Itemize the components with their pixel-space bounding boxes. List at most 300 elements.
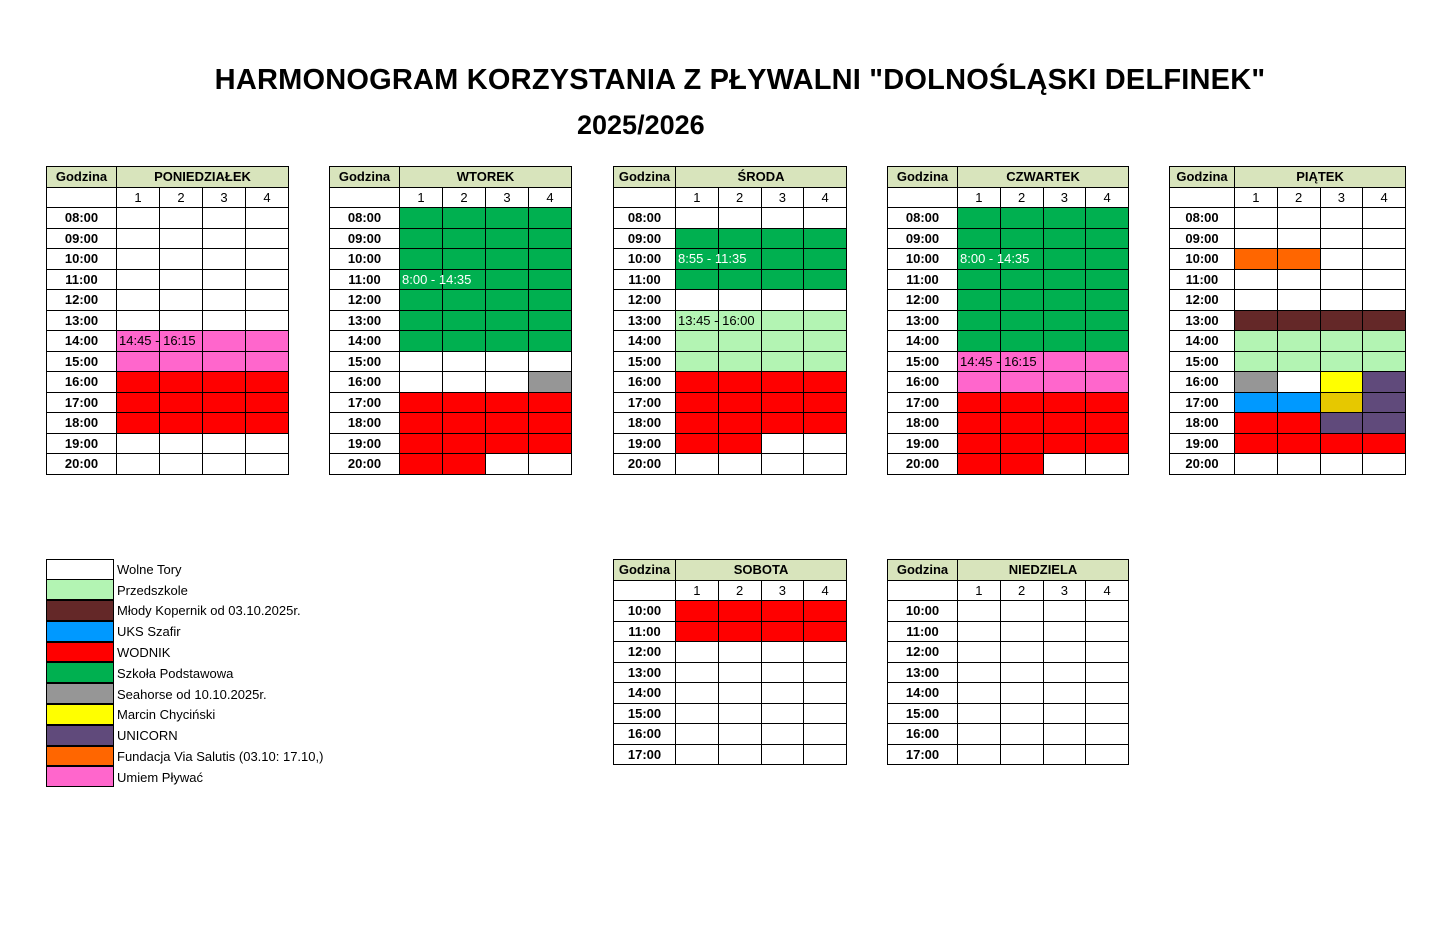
lane-slot: [958, 310, 1001, 331]
legend-item: [46, 663, 323, 684]
lane-slot: [804, 413, 847, 434]
legend-label: UNICORN: [117, 728, 178, 744]
hour-cell: 13:00: [1170, 310, 1235, 331]
hour-cell: 13:00: [614, 310, 676, 331]
table-row: [47, 331, 289, 352]
hour-cell: 10:00: [614, 249, 676, 270]
lane-slot: [676, 392, 719, 413]
lane-slot: [1235, 372, 1278, 393]
lane-slot: [400, 310, 443, 331]
lane-number: 3: [761, 580, 804, 601]
hour-cell: 12:00: [330, 290, 400, 311]
lane-slot: [529, 228, 572, 249]
hour-cell: 16:00: [614, 372, 676, 393]
hour-cell: 15:00: [888, 703, 958, 724]
table-row: [614, 642, 847, 663]
lane-slot: [1363, 413, 1406, 434]
legend-label: WODNIK: [117, 645, 171, 661]
lane-slot: [676, 642, 719, 663]
lane-slot: [958, 703, 1001, 724]
lane-slot: [400, 208, 443, 229]
lane-slot: [1320, 228, 1363, 249]
lane-slot: [676, 433, 719, 454]
hour-cell: 17:00: [330, 392, 400, 413]
hour-cell: 11:00: [330, 269, 400, 290]
legend-item: [46, 642, 323, 663]
lane-slot: [117, 208, 160, 229]
lane-slot: [1277, 454, 1320, 475]
legend-label: Wolne Tory: [117, 561, 182, 577]
legend-swatch: [46, 704, 114, 725]
hour-cell: 16:00: [1170, 372, 1235, 393]
lane-slot: [761, 703, 804, 724]
lane-slot: [1086, 642, 1129, 663]
lane-slot: [958, 269, 1001, 290]
lane-slot: [958, 724, 1001, 745]
lane-slot: [117, 392, 160, 413]
legend-item: [46, 725, 323, 746]
lane-slot: [1235, 433, 1278, 454]
lane-slot: [1363, 249, 1406, 270]
page-title: HARMONOGRAM KORZYSTANIA Z PŁYWALNI "DOLNOŚLĄSKI DELFINEK": [214, 64, 1266, 96]
hour-cell: 11:00: [47, 269, 117, 290]
lane-slot: [1235, 290, 1278, 311]
lane-slot: [400, 269, 472, 290]
lane-slot: [1277, 228, 1320, 249]
lane-number: 3: [761, 187, 804, 208]
lane-slot: [958, 413, 1001, 434]
table-row: [330, 392, 572, 413]
legend-item: [46, 559, 323, 580]
lane-slot: [443, 208, 486, 229]
lane-slot: [1235, 331, 1278, 352]
lane-number: 1: [117, 187, 160, 208]
hour-cell: 11:00: [888, 269, 958, 290]
lane-slot: [1000, 744, 1043, 765]
lane-slot: [718, 269, 761, 290]
lane-slot: [958, 642, 1001, 663]
table-row: [888, 433, 1129, 454]
lane-slot: [676, 601, 719, 622]
lane-slot: [958, 208, 1001, 229]
table-row: [1170, 249, 1406, 270]
lane-slot: [1000, 228, 1043, 249]
lane-slot: [246, 433, 289, 454]
lane-slot: [761, 290, 804, 311]
hour-cell: 14:00: [47, 331, 117, 352]
lane-slot: [160, 351, 203, 372]
lane-slot: [1320, 351, 1363, 372]
lane-slot: [1320, 433, 1363, 454]
lane-slot: [443, 310, 486, 331]
lane-slot: [718, 208, 761, 229]
day-name-header: PIĄTEK: [1235, 167, 1406, 188]
lane-slot: [958, 662, 1001, 683]
lane-number: 4: [804, 580, 847, 601]
schedule-monday: [46, 166, 289, 475]
lane-slot: [761, 351, 804, 372]
lane-slot: [117, 249, 160, 270]
lane-slot: [203, 331, 246, 352]
lane-slot: [804, 290, 847, 311]
hour-cell: 16:00: [614, 724, 676, 745]
hour-cell: 15:00: [614, 351, 676, 372]
lane-number: 4: [529, 187, 572, 208]
legend-label: Marcin Chyciński: [117, 707, 216, 723]
lane-slot: [529, 331, 572, 352]
lane-slot: [160, 208, 203, 229]
table-row: [330, 331, 572, 352]
table-row: [888, 372, 1129, 393]
lane-slot: [203, 208, 246, 229]
lane-slot: [718, 228, 761, 249]
day-name-header: NIEDZIELA: [958, 560, 1129, 581]
lane-slot: [1086, 454, 1129, 475]
table-row: [1170, 413, 1406, 434]
hour-cell: 12:00: [888, 290, 958, 311]
table-row: [888, 392, 1129, 413]
lane-slot: [1086, 601, 1129, 622]
lane-slot: [1363, 454, 1406, 475]
lane-slot: [761, 744, 804, 765]
hour-cell: 16:00: [888, 372, 958, 393]
blank-header-cell: [888, 580, 958, 601]
table-row: [614, 703, 847, 724]
lane-slot: [203, 433, 246, 454]
hour-cell: 12:00: [1170, 290, 1235, 311]
lane-slot: [1320, 310, 1363, 331]
lane-slot: [160, 413, 203, 434]
lane-slot: [718, 683, 761, 704]
lane-slot: [958, 228, 1001, 249]
hour-cell: 20:00: [888, 454, 958, 475]
hour-cell: 15:00: [1170, 351, 1235, 372]
lane-slot: [246, 331, 289, 352]
table-row: [1170, 372, 1406, 393]
lane-slot: [1277, 249, 1320, 270]
table-row: [614, 351, 847, 372]
lane-slot: [1277, 433, 1320, 454]
lane-slot: [1320, 208, 1363, 229]
lane-slot: [804, 392, 847, 413]
lane-number: 1: [1235, 187, 1278, 208]
lane-slot: [718, 413, 761, 434]
lane-slot: [718, 744, 761, 765]
lane-slot: [1000, 601, 1043, 622]
lane-slot: [529, 208, 572, 229]
lane-slot: [958, 621, 1001, 642]
lane-slot: [804, 351, 847, 372]
hour-cell: 13:00: [47, 310, 117, 331]
lane-slot: [1086, 228, 1129, 249]
day-name-header: SOBOTA: [676, 560, 847, 581]
hour-cell: 16:00: [330, 372, 400, 393]
table-row: [888, 724, 1129, 745]
lane-slot: [718, 454, 761, 475]
table-row: [614, 621, 847, 642]
lane-slot: [160, 433, 203, 454]
lane-slot: [804, 642, 847, 663]
lane-number: 3: [1320, 187, 1363, 208]
lane-slot: [486, 372, 529, 393]
lane-number: 2: [1277, 187, 1320, 208]
lane-slot: [1043, 413, 1086, 434]
lane-slot: [529, 249, 572, 270]
lane-slot: [203, 413, 246, 434]
hour-cell: 11:00: [614, 269, 676, 290]
lane-number: 3: [203, 187, 246, 208]
table-row: [47, 228, 289, 249]
lane-slot: [400, 372, 443, 393]
lane-slot: [804, 601, 847, 622]
lane-slot: [1043, 642, 1086, 663]
lane-slot: [246, 372, 289, 393]
lane-slot: [203, 310, 246, 331]
lane-number: 1: [400, 187, 443, 208]
lane-slot: [400, 413, 443, 434]
lane-slot: [400, 351, 443, 372]
legend-label: Seahorse od 10.10.2025r.: [117, 686, 267, 702]
table-row: [1170, 290, 1406, 311]
lane-slot: [486, 351, 529, 372]
table-row: [614, 392, 847, 413]
lane-slot: [486, 310, 529, 331]
schedule-wednesday: [613, 166, 847, 475]
lane-slot: [400, 454, 443, 475]
lane-slot: [443, 392, 486, 413]
legend-label: Umiem Pływać: [117, 769, 203, 785]
lane-slot: [160, 310, 203, 331]
lane-slot: [443, 351, 486, 372]
lane-slot: [203, 392, 246, 413]
lane-slot: [1086, 413, 1129, 434]
lane-slot: [761, 683, 804, 704]
lane-slot: [1043, 683, 1086, 704]
lane-number: 3: [1043, 187, 1086, 208]
legend-label: Przedszkole: [117, 582, 188, 598]
hour-cell: 20:00: [330, 454, 400, 475]
lane-slot: [718, 703, 761, 724]
legend-item: [46, 705, 323, 726]
table-row: [888, 662, 1129, 683]
table-row: [888, 290, 1129, 311]
hour-cell: 14:00: [1170, 331, 1235, 352]
lane-slot: [203, 290, 246, 311]
lane-slot: [529, 351, 572, 372]
table-row: [614, 662, 847, 683]
lane-slot: [486, 413, 529, 434]
lane-slot: [718, 433, 761, 454]
lane-slot: [1086, 310, 1129, 331]
lane-slot: [1000, 310, 1043, 331]
lane-slot: [761, 249, 804, 270]
lane-slot: [1086, 433, 1129, 454]
lane-slot: [117, 269, 160, 290]
table-row: [888, 454, 1129, 475]
lane-slot: [761, 662, 804, 683]
schedule-thursday: [887, 166, 1129, 475]
lane-slot: [676, 683, 719, 704]
table-row: [614, 683, 847, 704]
hour-column-header: Godzina: [1170, 167, 1235, 188]
lane-slot: [1363, 331, 1406, 352]
lane-slot: [203, 372, 246, 393]
hour-cell: 15:00: [330, 351, 400, 372]
lane-slot: [804, 683, 847, 704]
hour-cell: 19:00: [614, 433, 676, 454]
hour-cell: 20:00: [614, 454, 676, 475]
hour-cell: 11:00: [614, 621, 676, 642]
lane-slot: [1043, 228, 1086, 249]
table-row: [888, 744, 1129, 765]
lane-slot: [1277, 392, 1320, 413]
lane-slot: [160, 269, 203, 290]
lane-number: 4: [246, 187, 289, 208]
legend-item: [46, 621, 323, 642]
legend-swatch: [46, 642, 114, 663]
table-row: [47, 372, 289, 393]
hour-cell: 14:00: [614, 683, 676, 704]
legend-item: [46, 580, 323, 601]
day-name-header: ŚRODA: [676, 167, 847, 188]
hour-cell: 10:00: [1170, 249, 1235, 270]
lane-slot: [676, 228, 719, 249]
table-row: [1170, 392, 1406, 413]
lane-slot: [1000, 662, 1043, 683]
lane-slot: [676, 413, 719, 434]
hour-cell: 09:00: [330, 228, 400, 249]
lane-slot: [1043, 208, 1086, 229]
lane-slot: [761, 413, 804, 434]
lane-slot: [1086, 249, 1129, 270]
lane-slot: [676, 249, 747, 270]
lane-slot: [761, 310, 804, 331]
hour-cell: 11:00: [1170, 269, 1235, 290]
lane-slot: [761, 621, 804, 642]
lane-slot: [761, 228, 804, 249]
table-row: [330, 454, 572, 475]
lane-slot: [958, 331, 1001, 352]
time-range-label: 8:55 - 11:35: [678, 251, 747, 266]
lane-slot: [958, 392, 1001, 413]
table-row: [614, 454, 847, 475]
hour-cell: 08:00: [1170, 208, 1235, 229]
table-row: [47, 208, 289, 229]
table-row: [888, 621, 1129, 642]
lane-slot: [443, 433, 486, 454]
hour-cell: 09:00: [47, 228, 117, 249]
blank-header-cell: [888, 187, 958, 208]
table-row: [888, 249, 1129, 270]
legend-item: [46, 746, 323, 767]
table-row: [1170, 433, 1406, 454]
table-row: [888, 601, 1129, 622]
hour-cell: 15:00: [888, 351, 958, 372]
hour-cell: 09:00: [614, 228, 676, 249]
lane-slot: [486, 228, 529, 249]
lane-slot: [804, 249, 847, 270]
lane-number: 3: [1043, 580, 1086, 601]
hour-cell: 18:00: [330, 413, 400, 434]
table-row: [614, 310, 847, 331]
lane-slot: [804, 228, 847, 249]
legend-swatch: [46, 766, 114, 787]
day-name-header: CZWARTEK: [958, 167, 1129, 188]
table-row: [1170, 454, 1406, 475]
lane-slot: [1363, 372, 1406, 393]
lane-slot: [486, 392, 529, 413]
lane-slot: [761, 724, 804, 745]
season-subtitle: 2025/2026: [577, 110, 705, 140]
lane-slot: [1043, 249, 1086, 270]
lane-slot: [676, 269, 719, 290]
lane-slot: [1320, 249, 1363, 270]
lane-slot: [529, 392, 572, 413]
lane-slot: [246, 249, 289, 270]
lane-slot: [1235, 454, 1278, 475]
lane-number: 3: [486, 187, 529, 208]
table-row: [614, 372, 847, 393]
hour-cell: 10:00: [330, 249, 400, 270]
hour-cell: 18:00: [614, 413, 676, 434]
hour-cell: 08:00: [47, 208, 117, 229]
lane-slot: [761, 269, 804, 290]
lane-slot: [160, 228, 203, 249]
lane-slot: [958, 372, 1001, 393]
lane-slot: [1235, 351, 1278, 372]
lane-slot: [1043, 392, 1086, 413]
lane-slot: [1235, 228, 1278, 249]
legend-label: UKS Szafir: [117, 624, 181, 640]
lane-slot: [761, 454, 804, 475]
lane-slot: [804, 310, 847, 331]
lane-slot: [529, 433, 572, 454]
lane-slot: [1086, 744, 1129, 765]
lane-slot: [804, 372, 847, 393]
lane-slot: [761, 392, 804, 413]
lane-slot: [958, 601, 1001, 622]
hour-cell: 15:00: [47, 351, 117, 372]
hour-cell: 17:00: [888, 392, 958, 413]
lane-slot: [160, 454, 203, 475]
lane-slot: [203, 269, 246, 290]
lane-slot: [400, 228, 443, 249]
lane-slot: [718, 662, 761, 683]
lane-slot: [761, 433, 804, 454]
lane-slot: [1320, 392, 1363, 413]
lane-slot: [676, 724, 719, 745]
table-row: [330, 208, 572, 229]
table-row: [614, 290, 847, 311]
lane-slot: [1277, 331, 1320, 352]
lane-slot: [676, 208, 719, 229]
legend-swatch: [46, 600, 114, 621]
hour-cell: 15:00: [614, 703, 676, 724]
table-row: [47, 310, 289, 331]
lane-slot: [203, 249, 246, 270]
table-row: [614, 724, 847, 745]
lane-slot: [1043, 351, 1086, 372]
table-row: [47, 413, 289, 434]
lane-slot: [160, 392, 203, 413]
lane-slot: [1000, 433, 1043, 454]
table-row: [330, 351, 572, 372]
table-row: [47, 454, 289, 475]
hour-cell: 10:00: [614, 601, 676, 622]
table-row: [47, 269, 289, 290]
lane-slot: [718, 642, 761, 663]
table-row: [330, 228, 572, 249]
